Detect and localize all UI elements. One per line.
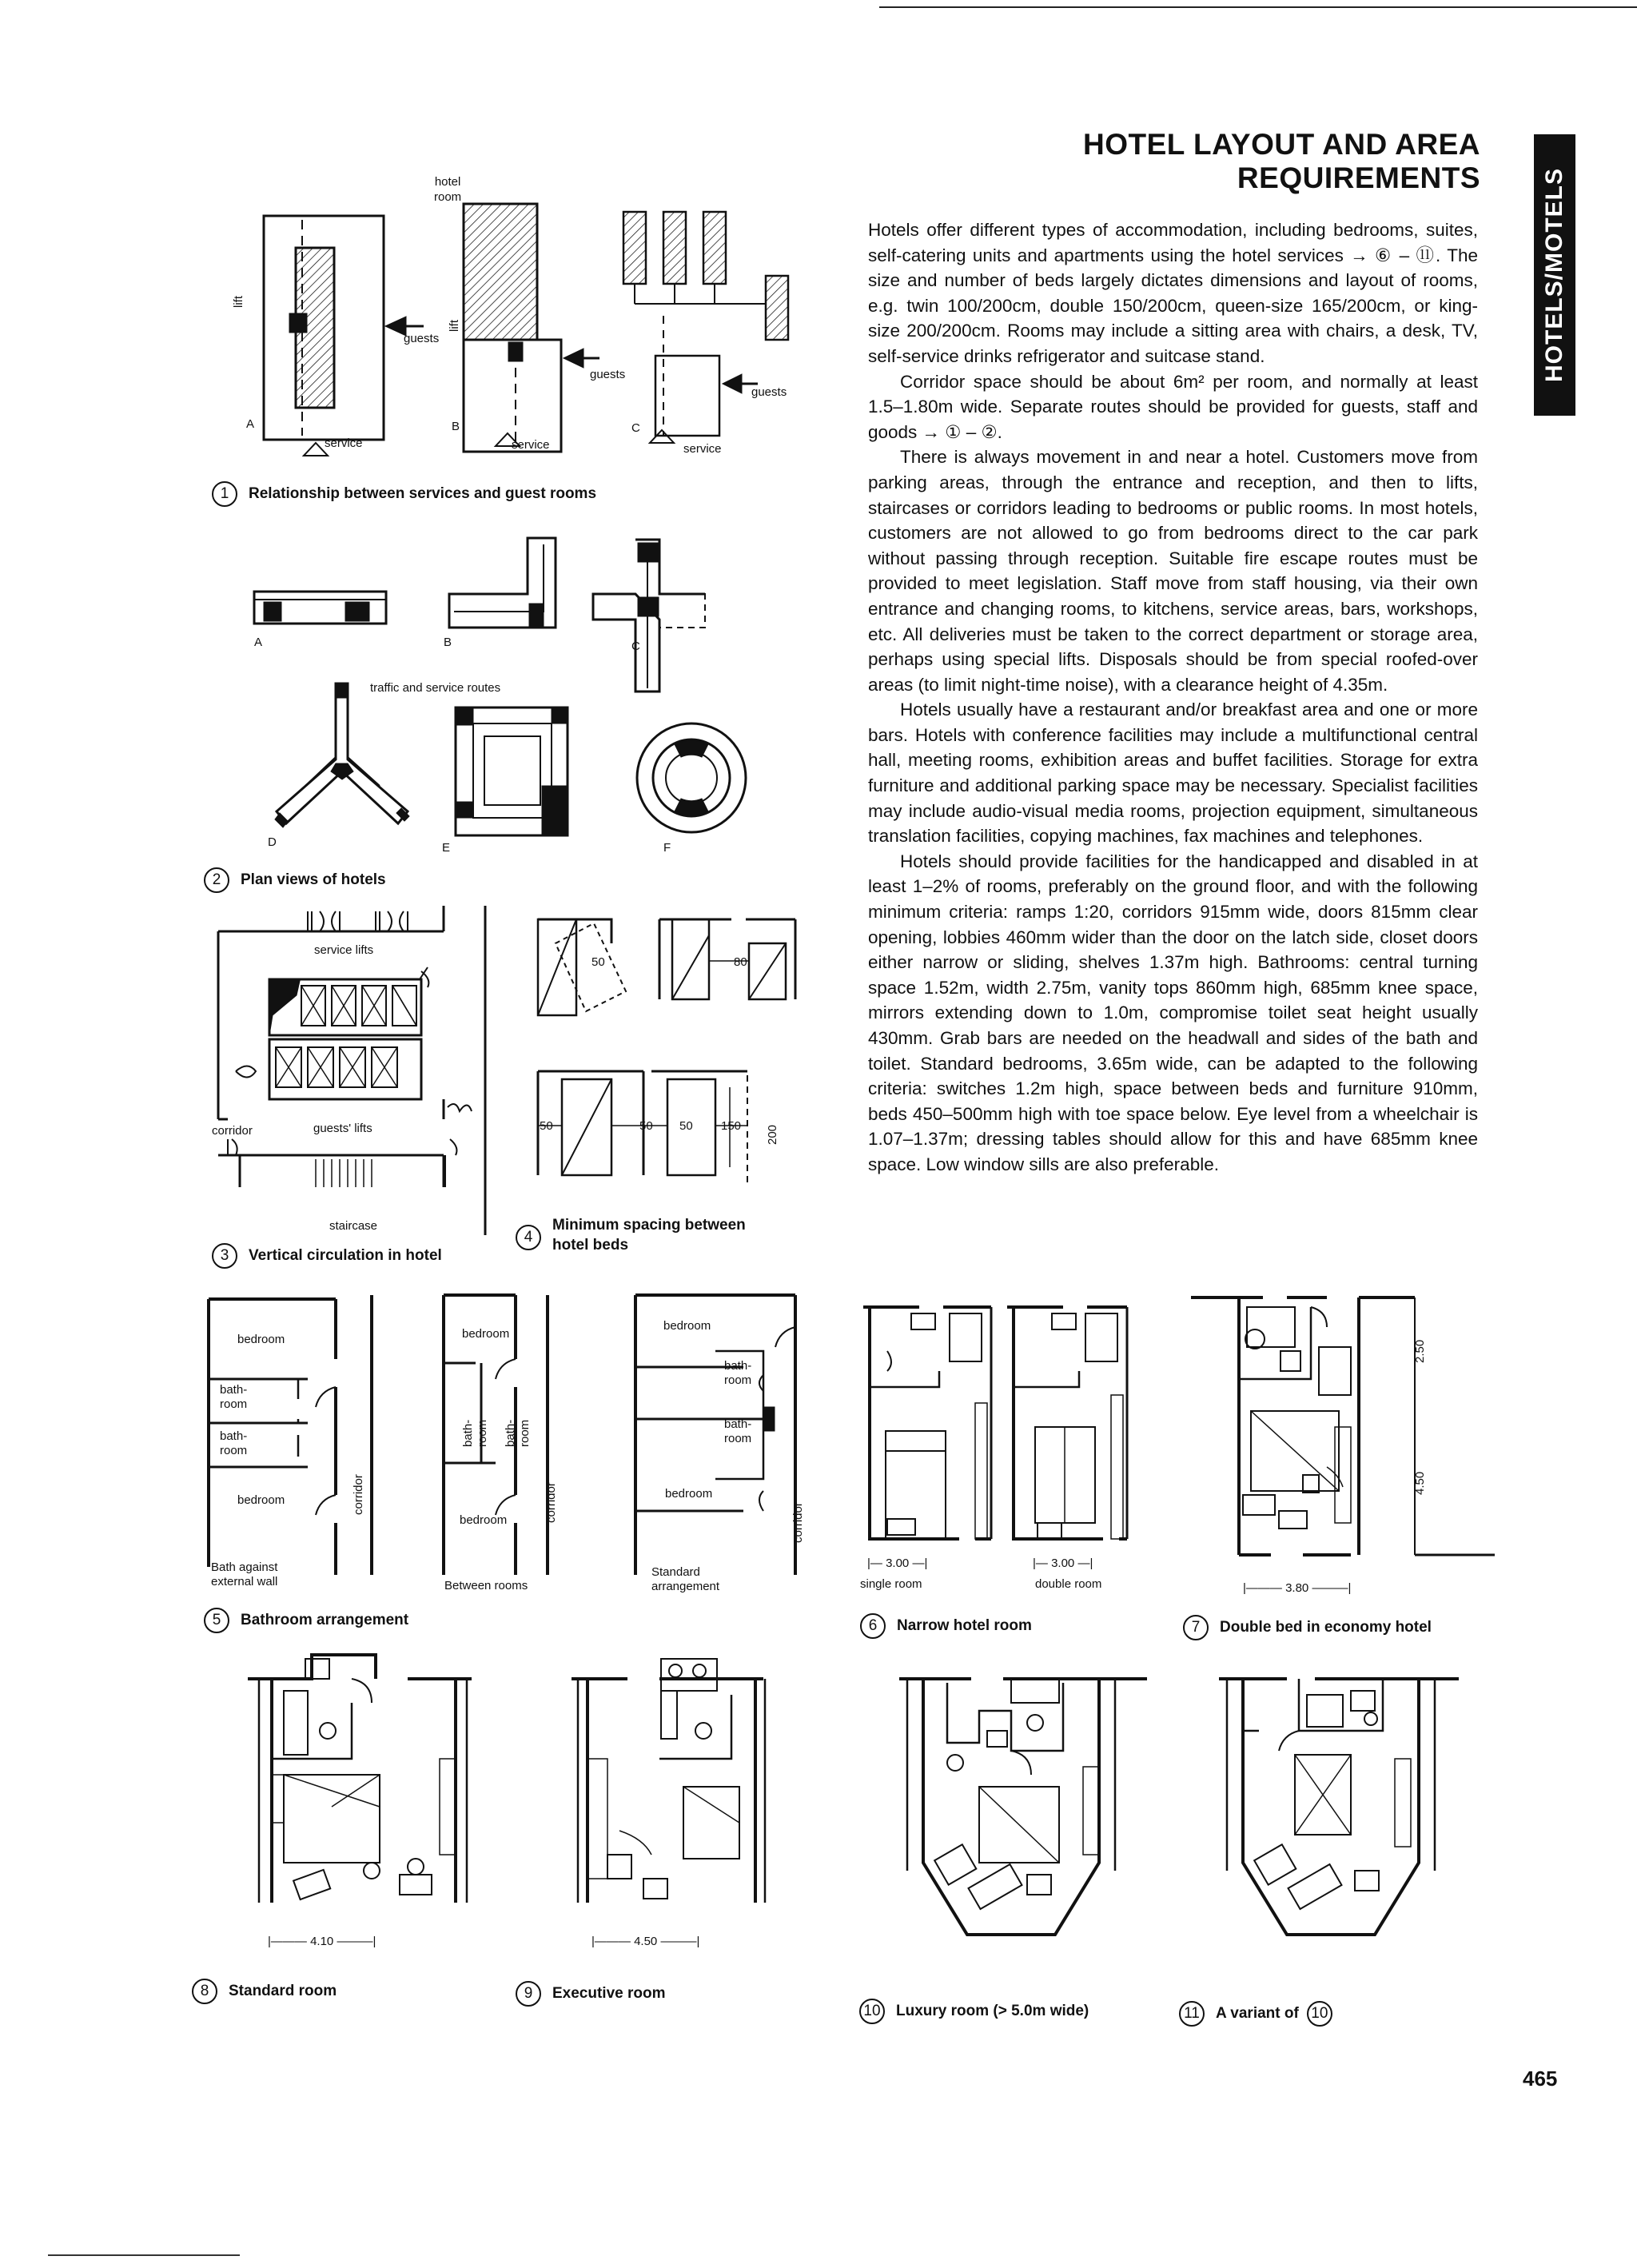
fig5-subcaption-2: Between rooms (444, 1579, 528, 1592)
page-title-line-1: HOTEL LAYOUT AND AREA (1082, 128, 1480, 161)
fig8-width: |——— 4.10 ———| (268, 1935, 376, 1948)
figure-2-caption-text: Plan views of hotels (241, 871, 386, 888)
figure-9-number: 9 (516, 1981, 541, 2007)
fig5-corridor-3: corridor (791, 1502, 805, 1543)
fig6-width-2-value: 3.00 (1051, 1557, 1075, 1570)
figure-9-caption-text: Executive room (552, 1985, 666, 2002)
fig1-letter-c: C (631, 421, 640, 435)
fig1-guests-label-b: guests (590, 368, 626, 381)
fig4-dim-50-c: 50 (639, 1119, 653, 1133)
fig2-letter-e: E (442, 841, 451, 855)
figure-10-caption (859, 1999, 1089, 2024)
figure-11-ref-number: 10 (1307, 2001, 1332, 2027)
paragraph-2: Corridor space should be about 6m² per room, and normally at least 1.5–1.80m wide. Separate routes should be provided for guests, staff and goods → ① – ②. (868, 371, 1478, 442)
figure-11-caption-text: A variant of (1216, 2005, 1299, 2022)
figure-2-caption (204, 867, 386, 893)
fig3-service-lifts-label: service lifts (314, 943, 374, 957)
fig2-letter-b: B (444, 636, 452, 649)
fig5-bathroom-3: bath- room (461, 1419, 489, 1447)
figure-11-number: 11 (1179, 2001, 1205, 2027)
fig6-width-1-value: 3.00 (886, 1557, 910, 1570)
fig3-guests-lifts-label: guests' lifts (313, 1122, 372, 1135)
fig6-width-2: |— 3.00 —| (1033, 1557, 1093, 1570)
paragraph-1: Hotels offer different types of accommodation, including bedrooms, suites, self-catering units and apartments using the hotel services → ⑥ – ⑪. The size and number of beds largely dictates dimensions and layout of rooms, e.g. twin 100/200cm, double 150/200cm, queen-size 165/200cm, or king-size 200/200cm. Rooms may include a sitting area with chairs, a desk, TV, self-service drinks refrigerator and suitcase stand. (868, 220, 1478, 366)
fig2-letter-c: C (631, 640, 640, 653)
fig2-letter-f: F (663, 841, 671, 855)
fig9-width-value: 4.50 (634, 1935, 658, 1948)
fig5-corridor-1: corridor (352, 1474, 365, 1515)
figure-4-caption-line-1: Minimum spacing between (552, 1217, 746, 1234)
fig7-dim-2: 4.50 (1413, 1471, 1427, 1495)
fig1-service-label-c: service (683, 442, 722, 456)
fig2-letter-d: D (268, 835, 277, 849)
fig1-letter-b: B (452, 420, 460, 433)
fig5-subcaption-3: Standard arrangement (651, 1565, 720, 1593)
figure-8-caption (192, 1979, 337, 2004)
figure-10-diagram (891, 1655, 1163, 1943)
figure-11-diagram (1211, 1655, 1475, 1943)
figure-10-number: 10 (859, 1999, 885, 2024)
figure-5-caption (204, 1608, 408, 1633)
fig6-width-1: |— 3.00 —| (867, 1557, 928, 1570)
fig3-corridor-label: corridor (212, 1124, 253, 1138)
fig9-width: |——— 4.50 ———| (591, 1935, 700, 1948)
fig3-staircase-label: staircase (329, 1219, 378, 1233)
figure-4-diagram (532, 911, 811, 1199)
bottom-rule (48, 2254, 240, 2256)
figure-2-diagram (248, 532, 783, 851)
fig1-service-label-b: service (512, 438, 550, 452)
paragraph-3: There is always movement in and near a hotel. Customers move from parking areas, through the entrance and reception, and then to lifts, staircases or corridors leading to bedrooms or public rooms. In most hotels, customers are not allowed to go from bedrooms direct to the car park without passing through reception. Suitable fire escape routes must be provided to meet legislation. Staff move from staff housing, via their own entrance and changing rooms, to kitchens, service areas, bars, workshops, etc. All deliveries must be taken to the correct department or storage area, perhaps using special lifts. Disposals should be from special roofed-over areas (to limit night-time noise), with a clearance height of 4.35m. (868, 447, 1478, 695)
fig4-dim-50-b: 50 (540, 1119, 553, 1133)
section-tab (1534, 134, 1575, 416)
figure-4-number: 4 (516, 1225, 541, 1250)
body-text (868, 217, 1478, 1178)
figure-9-diagram (572, 1647, 779, 1911)
fig1-guests-label-c: guests (751, 385, 787, 399)
figure-2-number: 2 (204, 867, 229, 893)
page-title-line-2: REQUIREMENTS (1237, 161, 1480, 194)
fig5-corridor-2: corridor (544, 1482, 558, 1523)
fig1-letter-a: A (246, 417, 255, 431)
fig7-width-value: 3.80 (1285, 1581, 1309, 1595)
figure-5-number: 5 (204, 1608, 229, 1633)
fig7-width: |——— 3.80 ———| (1243, 1581, 1352, 1595)
fig4-dim-50-a: 50 (591, 955, 605, 969)
fig6-double-label: double room (1035, 1577, 1102, 1591)
fig1-service-label-a: service (325, 436, 363, 450)
fig5-bedroom-4: bedroom (460, 1513, 508, 1527)
figure-5-caption-text: Bathroom arrangement (241, 1612, 409, 1628)
fig6-single-label: single room (860, 1577, 922, 1591)
figure-7-number: 7 (1183, 1615, 1209, 1640)
fig5-bedroom-6: bedroom (665, 1487, 713, 1501)
figure-11-caption (1179, 2001, 1332, 2027)
figure-1-caption (212, 481, 596, 507)
page-number: 465 (1523, 2067, 1558, 2091)
figure-6-caption-text: Narrow hotel room (897, 1617, 1032, 1634)
fig5-bedroom-2: bedroom (237, 1493, 285, 1507)
fig5-bathroom-5: bath- room (724, 1359, 752, 1387)
fig1-lift-label-b: lift (448, 320, 461, 332)
fig8-width-value: 4.10 (310, 1935, 334, 1948)
fig2-letter-a: A (254, 636, 263, 649)
fig4-dim-50-d: 50 (679, 1119, 693, 1133)
figure-6-diagram (863, 1291, 1151, 1555)
top-rule (879, 6, 1637, 8)
fig1-lift-label-a: lift (232, 296, 245, 308)
fig5-bathroom-1: bath- room (220, 1383, 248, 1411)
fig5-bathroom-4: bath- room (504, 1419, 532, 1447)
figure-3-number: 3 (212, 1243, 237, 1269)
figure-10-caption-text: Luxury room (> 5.0m wide) (896, 2003, 1089, 2019)
fig1-guests-label-a: guests (404, 332, 440, 345)
page-title (1083, 128, 1480, 195)
fig5-bedroom-1: bedroom (237, 1333, 285, 1346)
fig7-dim-1: 2.50 (1413, 1339, 1427, 1363)
figure-7-caption-text: Double bed in economy hotel (1220, 1619, 1432, 1636)
figure-8-caption-text: Standard room (229, 1983, 337, 1999)
fig5-subcaption-1: Bath against external wall (211, 1560, 278, 1588)
fig5-bedroom-3: bedroom (462, 1327, 510, 1341)
fig4-dim-200: 200 (766, 1124, 779, 1145)
figure-1-number: 1 (212, 481, 237, 507)
paragraph-5: Hotels should provide facilities for the handicapped and disabled in at least 1–2% of rooms, preferably on the ground floor, and with the following minimum criteria: ramps 1:20, corridors 915mm wide, doors 815mm clear opening, lobbies 460mm wider than the door on the latch side, closet doors either narrow or sliding, shelves 1.37m high. Bathrooms: central turning space 1.52m, width 2.75m, vanity tops 860mm high, 685mm knee space, mirrors extending down to 1.0m, compromise toilet seat height usually 430mm. Grab bars are needed on the headwall and sides of the bath and toilet. Standard bedrooms, 3.65m wide, can be adapted to the following criteria: switches 1.2m high, space between beds and furniture 910mm, beds 450–500mm high with toe space below. Eye level from a wheelchair is 1.07–1.37m; dressing tables should allow for this and have 685mm knee space. Low window sills are also preferable. (868, 851, 1478, 1174)
figure-4-caption-text (552, 1215, 746, 1255)
fig4-dim-80: 80 (734, 955, 747, 969)
figure-4-caption-line-2: hotel beds (552, 1237, 629, 1254)
figure-3-caption-text: Vertical circulation in hotel (249, 1247, 442, 1264)
figure-1-diagram (240, 176, 815, 464)
figure-6-caption (860, 1613, 1032, 1639)
figure-7-caption (1183, 1615, 1432, 1640)
figure-4-caption (516, 1215, 746, 1255)
paragraph-4: Hotels usually have a restaurant and/or breakfast area and one or more bars. Hotels with conference facilities may include a multifunctional central hall, meeting rooms, exhibition areas and buffet facilities. Storage for extra furniture and additional parking space may be necessary. Specialist facilities may include audio-visual media rooms, projection equipment, simultaneous translation facilities, copying machines, fax machines and telephones. (868, 700, 1478, 847)
figure-6-number: 6 (860, 1613, 886, 1639)
figure-8-diagram (248, 1647, 480, 1911)
fig5-bathroom-2: bath- room (220, 1429, 248, 1457)
section-tab-label: HOTELS/MOTELS (1541, 168, 1567, 382)
figure-8-number: 8 (192, 1979, 217, 2004)
fig2-routes-label: traffic and service routes (370, 681, 501, 695)
fig5-bathroom-6: bath- room (724, 1417, 752, 1445)
fig4-dim-150: 150 (721, 1119, 742, 1133)
figure-9-caption (516, 1981, 666, 2007)
fig1-hotel-room-label: hotel room (434, 175, 462, 204)
figure-3-caption (212, 1243, 442, 1269)
fig5-bedroom-5: bedroom (663, 1319, 711, 1333)
figure-7-diagram (1191, 1283, 1495, 1571)
figure-1-caption-text: Relationship between services and guest rooms (249, 485, 597, 502)
